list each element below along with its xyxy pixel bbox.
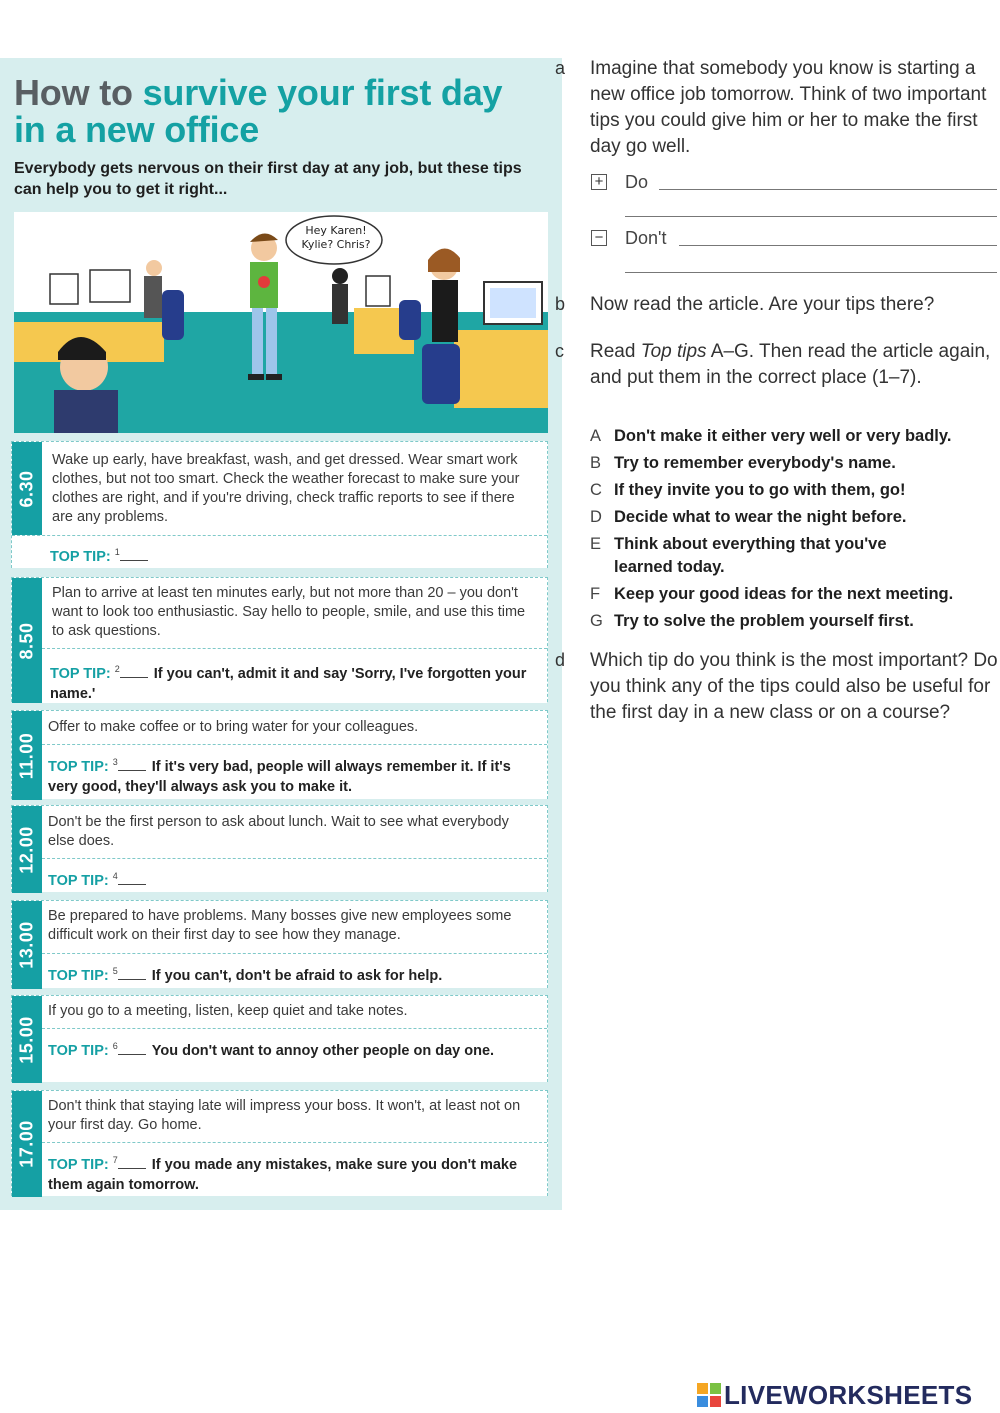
tip-number: 1	[114, 547, 120, 557]
top-tip-row	[42, 1028, 547, 1082]
tip-number: 2	[114, 664, 120, 674]
office-illustration	[14, 212, 548, 433]
tip-text: If you can't, don't be afraid to ask for help.	[151, 967, 443, 984]
dont-answer-line-2[interactable]	[625, 272, 997, 273]
time-tab: 11.00	[12, 711, 42, 800]
answer-blank-3[interactable]	[118, 758, 146, 771]
do-answer-line-2[interactable]	[625, 216, 997, 217]
tip-text: If it's very bad, people will always remember it. If it's very good, they'll always ask you to make it.	[48, 758, 511, 795]
section-text: Don't think that staying late will impress your boss. It won't, at least not on your first day. Go home.	[48, 1098, 521, 1133]
tip-label: TOP TIP:	[48, 967, 109, 984]
question-c-text: Read Top tips A–G. Then read the article again, and put them in the correct place (1–7).	[590, 341, 991, 388]
question-d-letter: d	[555, 650, 566, 670]
tip-text: If you made any mistakes, make sure you don't make them again tomorrow.	[48, 1156, 518, 1193]
section-6-30	[11, 441, 548, 568]
question-c-letter: c	[555, 341, 564, 361]
plus-icon: +	[591, 174, 607, 190]
option-b: B Try to remember everybody's name.	[590, 454, 896, 472]
time-tab: 13.00	[12, 901, 42, 989]
tip-number: 4	[112, 871, 118, 881]
section-text: Be prepared to have problems. Many bosses give new employees some difficult work on their first day to see how they manage.	[48, 908, 512, 943]
option-e: E Think about everything that you've learned today.	[590, 535, 887, 576]
section-8-50	[11, 577, 548, 702]
answer-blank-6[interactable]	[118, 1042, 146, 1055]
question-d-text: Which tip do you think is the most important? Do you think any of the tips could also be useful for the first day in a new class or on a course?	[590, 650, 998, 723]
tip-number: 7	[112, 1155, 118, 1165]
option-a: A Don't make it either very well or very badly.	[590, 427, 952, 445]
option-g: G Try to solve the problem yourself first.	[590, 612, 914, 630]
tip-label: TOP TIP:	[50, 548, 111, 565]
liveworksheets-icon	[697, 1383, 721, 1407]
tip-label: TOP TIP:	[48, 1156, 109, 1173]
time-tab: 8.50	[12, 578, 42, 703]
time-tab: 17.00	[12, 1091, 42, 1197]
do-label: Do	[625, 172, 649, 192]
section-text: Plan to arrive at least ten minutes early, but not more than 20 – you don't want to look too enthusiastic. Say hello to people, smile, and use this time to ask questions.	[52, 585, 526, 639]
article-title	[14, 74, 534, 148]
answer-blank-2[interactable]	[120, 665, 148, 678]
top-tip-row	[42, 953, 547, 988]
answer-blank-1[interactable]	[120, 548, 148, 561]
liveworksheets-logo	[697, 1380, 972, 1411]
question-a-letter: a	[555, 58, 566, 78]
option-f: F Keep your good ideas for the next meeting.	[590, 585, 954, 603]
answer-blank-4[interactable]	[118, 872, 146, 885]
section-text: If you go to a meeting, listen, keep quiet and take notes.	[48, 1003, 408, 1019]
tip-label: TOP TIP:	[50, 665, 111, 682]
tip-label: TOP TIP:	[48, 758, 109, 775]
tip-text: You don't want to annoy other people on day one.	[151, 1042, 495, 1059]
option-d: D Decide what to wear the night before.	[590, 508, 907, 526]
section-17-00	[11, 1090, 548, 1196]
tip-label: TOP TIP:	[48, 872, 109, 889]
brand-name: LIVEWORKSHEETS	[724, 1380, 973, 1410]
desk-right	[454, 330, 548, 408]
top-tip-row	[42, 858, 547, 892]
section-12-00	[11, 805, 548, 892]
tip-label: TOP TIP:	[48, 1042, 109, 1059]
time-tab: 6.30	[12, 442, 42, 535]
tip-number: 3	[112, 757, 118, 767]
tip-number: 6	[112, 1041, 118, 1051]
top-tip-row	[12, 535, 547, 568]
do-answer-line-1[interactable]	[659, 189, 997, 190]
answer-blank-5[interactable]	[118, 967, 146, 980]
title-part1: How to	[14, 72, 133, 113]
tip-text: If you can't, admit it and say 'Sorry, I've forgotten your name.'	[50, 665, 527, 702]
dont-label: Don't	[625, 228, 667, 248]
section-text: Wake up early, have breakfast, wash, and get dressed. Wear smart work clothes, but not too smart. Check the weather forecast to make sure your clothes are right, and if you're driving, check traffic reports to see if there are any problems.	[52, 452, 520, 525]
top-tip-row	[42, 1142, 547, 1196]
question-a-text: Imagine that somebody you know is starting a new office job tomorrow. Think of two important tips you could give him or her to make the first day go well.	[590, 58, 987, 157]
time-tab: 15.00	[12, 996, 42, 1083]
option-c: C If they invite you to go with them, go!	[590, 481, 906, 499]
tip-number: 5	[112, 966, 118, 976]
speech-bubble-text: Hey Karen! Kylie? Chris?	[301, 224, 371, 251]
title-part2: survive your first day in a new office	[14, 72, 503, 150]
section-11-00	[11, 710, 548, 799]
answer-blank-7[interactable]	[118, 1156, 146, 1169]
question-b-letter: b	[555, 294, 566, 314]
top-tip-row	[42, 648, 547, 703]
top-tip-row	[42, 744, 547, 799]
minus-icon: −	[591, 230, 607, 246]
section-13-00	[11, 900, 548, 988]
section-15-00	[11, 995, 548, 1082]
dont-answer-line-1[interactable]	[679, 245, 997, 246]
section-text: Offer to make coffee or to bring water for your colleagues.	[48, 719, 419, 735]
time-tab: 12.00	[12, 806, 42, 893]
article-intro: Everybody gets nervous on their first day at any job, but these tips can help you to get it right...	[14, 160, 522, 198]
question-b-text: Now read the article. Are your tips there?	[590, 294, 935, 315]
section-text: Don't be the first person to ask about lunch. Wait to see what everybody else does.	[48, 814, 509, 849]
